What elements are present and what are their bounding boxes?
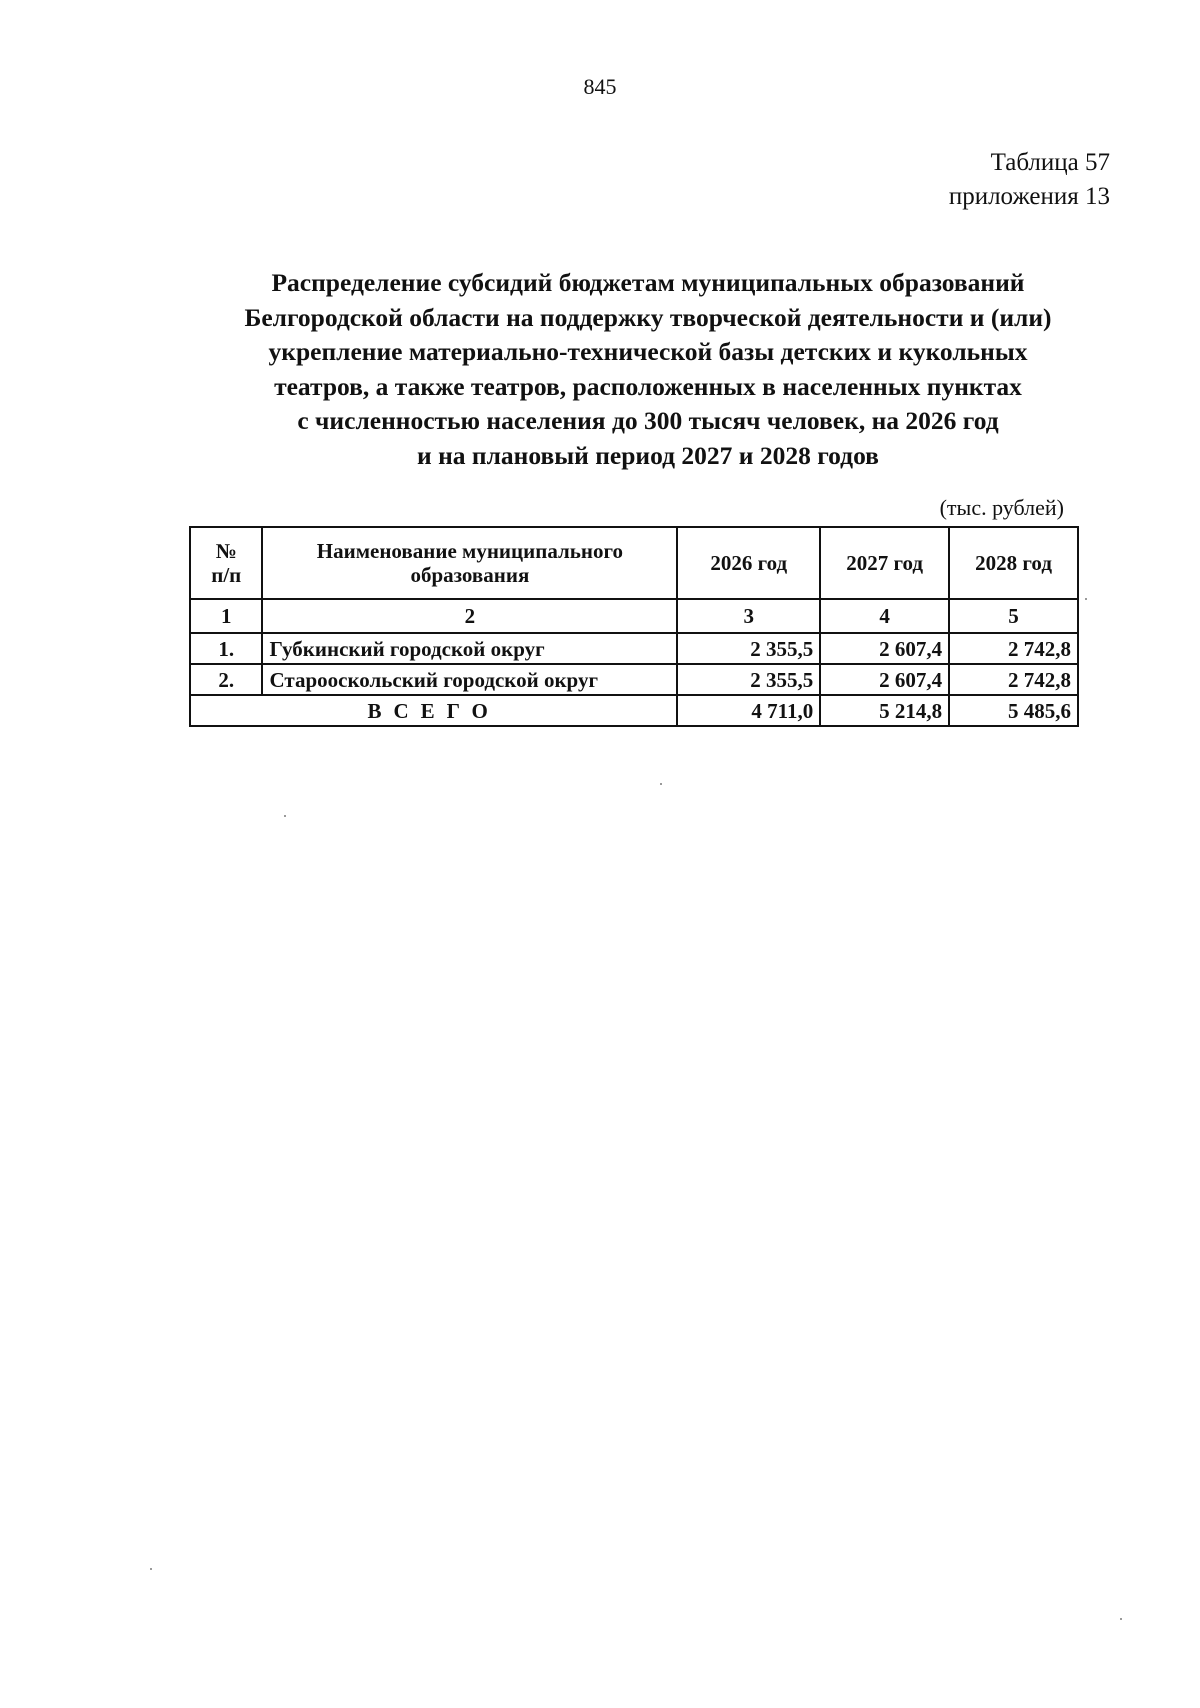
scan-speck: [284, 815, 286, 817]
scan-speck: [1120, 1618, 1122, 1620]
table-row: [190, 633, 1078, 664]
scan-speck: [150, 1568, 152, 1570]
value-2026: 2 355,5: [677, 664, 820, 695]
total-row: [190, 695, 1078, 726]
page-number: 845: [583, 74, 617, 99]
column-number: 3: [677, 599, 820, 633]
value-2028: 2 742,8: [949, 633, 1078, 664]
column-number: 4: [820, 599, 949, 633]
value-2026: 2 355,5: [677, 633, 820, 664]
table-number: Таблица 57: [990, 149, 1110, 176]
title-line: Распределение субсидий бюджетам муниципальных образований: [271, 268, 1025, 297]
table-header-row: [190, 527, 1078, 599]
row-number: 1.: [190, 633, 262, 664]
document-title: [140, 266, 1156, 473]
title-line: Белгородской области на поддержку творческой деятельности и (или): [244, 302, 1052, 332]
units-label: (тыс. рублей): [939, 495, 1064, 520]
table-row: [190, 664, 1078, 695]
total-2026: 4 711,0: [677, 695, 820, 726]
scan-speck: [660, 783, 662, 785]
scan-speck: [1085, 598, 1087, 600]
column-number-row: [190, 599, 1078, 633]
title-line: с численностью населения до 300 тысяч человек, на 2026 год: [297, 406, 999, 435]
subsidy-table: [189, 526, 1079, 727]
title-line: театров, а также театров, расположенных в населенных пунктах: [274, 371, 1022, 401]
column-number: 1: [190, 599, 262, 633]
header-2027: 2027 год: [820, 527, 949, 599]
value-2027: 2 607,4: [820, 633, 949, 664]
value-2028: 2 742,8: [949, 664, 1078, 695]
value-2027: 2 607,4: [820, 664, 949, 695]
title-line: укрепление материально-технической базы детских и кукольных: [268, 337, 1028, 366]
municipality-name: Губкинский городской округ: [262, 633, 677, 664]
column-number: 5: [949, 599, 1078, 633]
total-label: ВСЕГО: [190, 695, 677, 726]
column-number: 2: [262, 599, 677, 633]
municipality-name: Старооскольский городской округ: [262, 664, 677, 695]
title-line: и на плановый период 2027 и 2028 годов: [417, 440, 879, 470]
header-2026: 2026 год: [677, 527, 820, 599]
total-2027: 5 214,8: [820, 695, 949, 726]
header-number: № п/п: [190, 527, 262, 599]
row-number: 2.: [190, 664, 262, 695]
header-municipality-name: Наименование муниципального образования: [262, 527, 677, 599]
table-reference: [949, 146, 1110, 214]
appendix-number: приложения 13: [948, 183, 1110, 210]
header-2028: 2028 год: [949, 527, 1078, 599]
total-2028: 5 485,6: [949, 695, 1078, 726]
